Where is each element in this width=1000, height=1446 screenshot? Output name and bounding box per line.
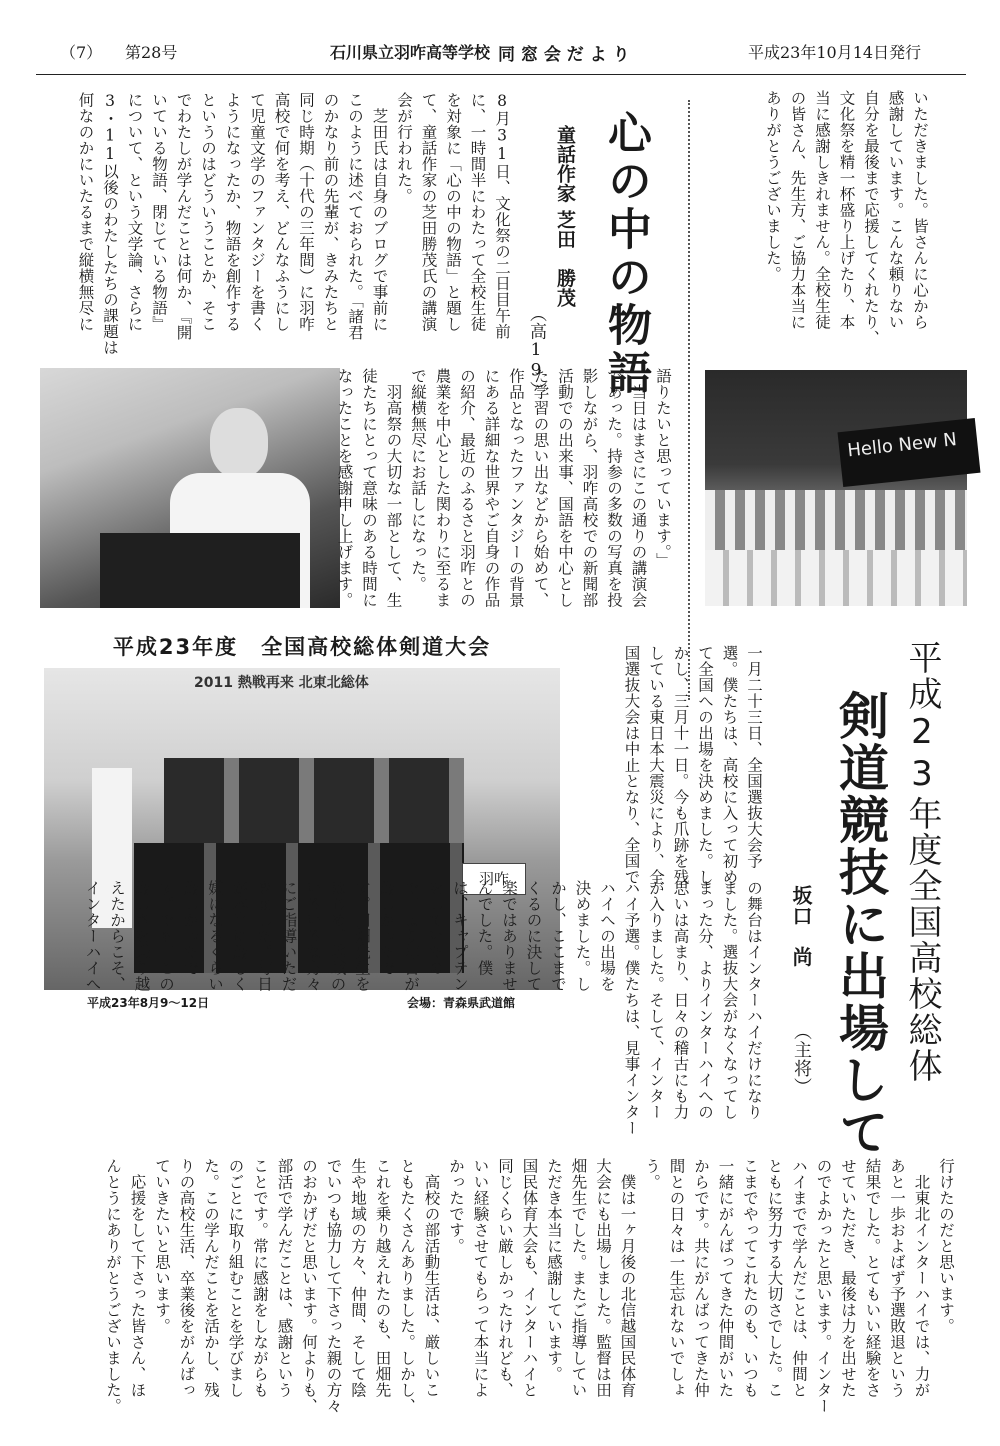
story-column-1: 8月31日、文化祭の二日目午前 に、一時間半にわたって全校生徒 を対象に「心の中の物語」と題し て、童話作家の芝田勝茂氏の講演 会が行われた。 芝田氏は自身のブログで事前に このように述べておられた。「諸君 のかなり前の先輩が、きみたちと 同じ時期（十代の三年間）に羽咋 高校で何を考え、どんなふうにし て児童文学のファンタジーを書く ようになったか、物語を創作する というのはどういうことか、そこ でわたしが学んだことは何か、『開 いている物語、閉じている物語』 について、という文学論、さらに 3・11以後のわたしたちの課題は 何なのかにいたるまで縦横無尽に bbox=[76, 92, 511, 356]
column-divider bbox=[688, 100, 690, 700]
stage-photo bbox=[705, 370, 967, 606]
header-rule bbox=[36, 74, 966, 75]
page-number: （7） bbox=[60, 43, 103, 62]
stage-audience bbox=[705, 550, 967, 606]
kendo-author-role: （主将） bbox=[791, 1022, 812, 1096]
kendo-column-a: 一月二十三日、全国選抜大会予 選。僕たちは、高校に入って初め て全国への出場を決めました。し かし、三月十一日。今も爪跡を残 している東日本大震災により、全 国選抜大会は中止となり、全国で bbox=[622, 645, 763, 885]
story-title: 心の中の物語 bbox=[600, 110, 651, 398]
kendo-column-b-text: の舞台はインターハイだけになり ました。選抜大会がなくなってし まった分、よりインターハイへの 思いは高まり、日々の稽古にも力 が入りました。そして、インター ハイ予選。僕たちは、見事インター ハイへの出場を 決めました。し かし、ここまで くるのに決して 楽ではありませ んでした。僕 は、キャプテン をしていたの で、より毎日が 厳しかったで す。田畑先生を はじめ、地域の いろいろな方々 にご指導いただ きました。毎日 が本当に厳しく 嫌になるくらい 厳しかったで す。でも、この 厳しさを乗り越 えたからこそ、 インターハイへ bbox=[83, 880, 763, 1136]
kendo-event-sign: 2011 熱戦再来 北東北総体 bbox=[194, 675, 369, 691]
story-column-2: 語りたいと思っています。」 当日はまさにこの通りの講演会 であった。持参の多数の写真を投 影しながら、羽咋高校での新聞部 活動での出来事、国語を中心とし た学習の思い出などから始めて、 作品となったファンタジーの背景 にある詳細な世界やご自身の作品 の紹介、最近のふるさと羽咋との 農業を中心とした関わりに至るま で縦横無尽にお話しになった。 羽高祭の大切な一部として、生 徒たちにとって意味のある時間に なったことを感謝申し上げます。 bbox=[335, 368, 672, 608]
issue-number: 第28号 bbox=[125, 43, 178, 62]
story-author-name: 芝田 勝茂 bbox=[554, 210, 576, 308]
story-author-grad: （高19） bbox=[526, 305, 546, 399]
school-name: 石川県立羽咋高等学校 bbox=[330, 43, 491, 62]
publish-date: 平成23年10月14日発行 bbox=[748, 43, 922, 62]
speaker-photo bbox=[40, 368, 340, 608]
newsletter-name: 同 窓 会 だ よ り bbox=[498, 45, 630, 65]
kendo-photo-venue: 会場：青森県武道館 bbox=[407, 996, 516, 1010]
stage-banner: Hello New N bbox=[838, 418, 981, 487]
speaker-head bbox=[210, 408, 268, 478]
prev-article-text: いただきました。皆さんに心から 感謝しています。こんな頼りない 自分を最後まで応援してくれたり、 文化祭を精一杯盛り上げたり、本 当に感謝しきれません。全校生徒 の皆さん、先生方、ご協力本当に ありがとうございました。 bbox=[764, 90, 929, 346]
kendo-photo-date: 平成23年8月9～12日 bbox=[87, 996, 210, 1010]
kendo-column-c: 行けたのだと思います。 北東北インターハイでは、力が あと一歩およばず予選敗退という 結果でした。とてもいい経験をさ せていただき、最後は力を出せた のでよかったと思います。インター ハイまでで学んだことは、仲間と ともに努力する大切さでした。こ こまでやってこれたのも、いつも 一緒にがんばってきた仲間がいた からです。共にがんばってきた仲 間との日々は一生忘れないでしょ う。 僕は一ヶ月後の北信越国民体育 大会にも出場しました。監督は田 畑先生でした。またご指導してい ただき本当に感謝しています。 国民体育大会も、インターハイと 同じくらい厳しかったけれども、 いい経験させてもらって本当によ かったです。 高校の部活動生活は、厳しいこ ともたくさんありました。しかし、 これを乗り越えれたのも、田畑先 生や地域の方々、仲間、そして陰 でいつも協力して下さった親の方々 のおかげだと思います。何よりも、 部活で学んだことは、感謝という ことです。常に感謝をしながらも のごとに取り組むことを学びまし た。この学んだことを活かし、残 りの高校生活、卒業後をがんばっ ていきたいと思います。 応援をして下さった皆さん、ほ んとうにありがとうございました。 bbox=[104, 1158, 955, 1414]
stage-performers bbox=[705, 490, 967, 550]
kendo-photo-banner: 平成23年度 全国高校総体剣道大会 bbox=[112, 635, 492, 659]
kendo-title-line1: 平成23年度全国高校総体 bbox=[902, 640, 942, 1084]
kendo-author-name: 坂口 尚 bbox=[789, 885, 813, 967]
kendo-title-line2: 剣道競技に出場して bbox=[831, 690, 889, 1158]
story-author-role: 童話作家 bbox=[554, 125, 576, 203]
lectern bbox=[100, 533, 300, 608]
school-sign: 羽咋 bbox=[462, 863, 526, 895]
